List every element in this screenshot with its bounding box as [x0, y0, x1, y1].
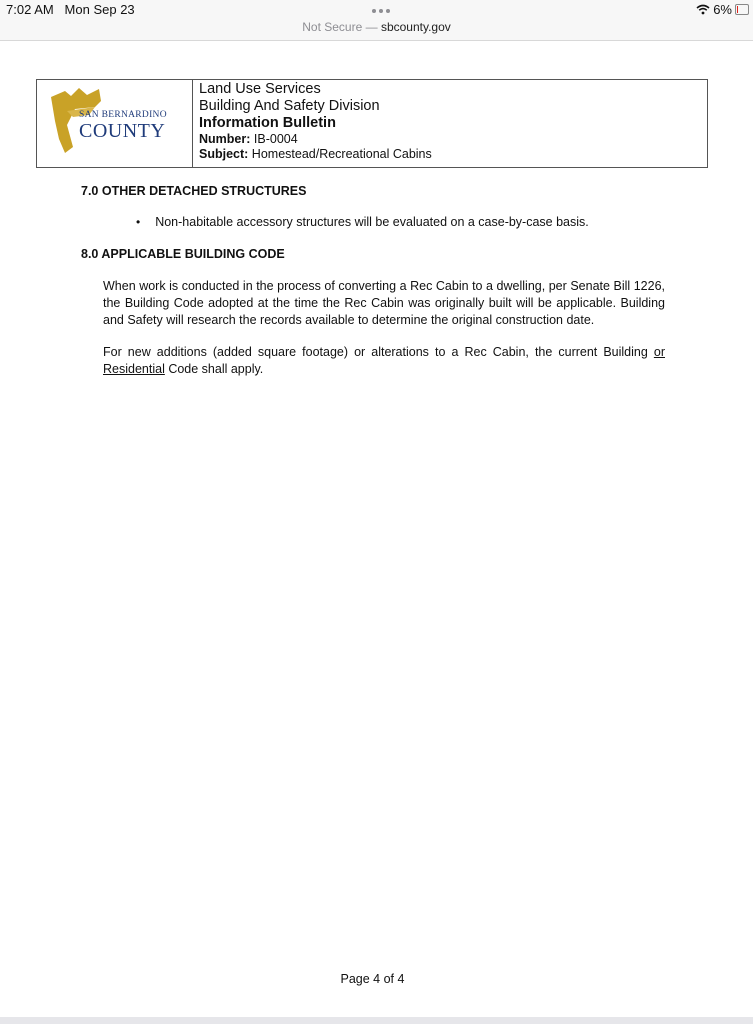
header-line-1: Land Use Services [199, 81, 321, 97]
header-line-2: Building And Safety Division [199, 98, 380, 114]
header-info [193, 80, 432, 167]
section-7-heading: 7.0 OTHER DETACHED STRUCTURES [81, 184, 307, 198]
bulletin-number: Number: IB-0004 [199, 132, 298, 146]
bullet-icon: • [136, 215, 141, 229]
document-page [0, 41, 753, 1017]
section-8-heading: 8.0 APPLICABLE BUILDING CODE [81, 247, 285, 261]
url-bar[interactable]: Not Secure — sbcounty.gov [302, 20, 451, 34]
logo-main-text: COUNTY [79, 120, 166, 142]
status-right [696, 2, 749, 17]
section-8-paragraph-2: For new additions (added square footage) or alterations to a Rec Cabin, the current Building or Residential Code shall apply. [103, 345, 665, 376]
status-time: 7:02 AM Mon Sep 23 [6, 2, 135, 17]
status-bar [0, 0, 753, 41]
page-number: Page 4 of 4 [340, 972, 405, 986]
logo-top-text: SAN BERNARDINO [79, 110, 167, 120]
url-domain: sbcounty.gov [380, 20, 451, 34]
bulletin-subject: Subject: Homestead/Recreational Cabins [199, 147, 432, 161]
battery-icon [735, 4, 749, 15]
battery-percent: 6% [713, 2, 732, 17]
bottom-toolbar-strip [0, 1017, 753, 1024]
ellipsis-icon[interactable] [372, 9, 390, 13]
section-8-paragraph-1: When work is conducted in the process of converting a Rec Cabin to a dwelling, per Senate Bill 1226, the Building Code adopted at the time the Rec Cabin was originally built will be applicable. Building and Safety will research the records available to determine the original construction date. [103, 279, 665, 327]
header-line-3: Information Bulletin [199, 115, 336, 131]
document-header [36, 79, 708, 168]
county-logo [37, 80, 193, 167]
list-item: • Non-habitable accessory structures will be evaluated on a case-by-case basis. [136, 215, 589, 229]
wifi-icon [696, 4, 710, 15]
security-label: Not Secure [302, 20, 363, 34]
